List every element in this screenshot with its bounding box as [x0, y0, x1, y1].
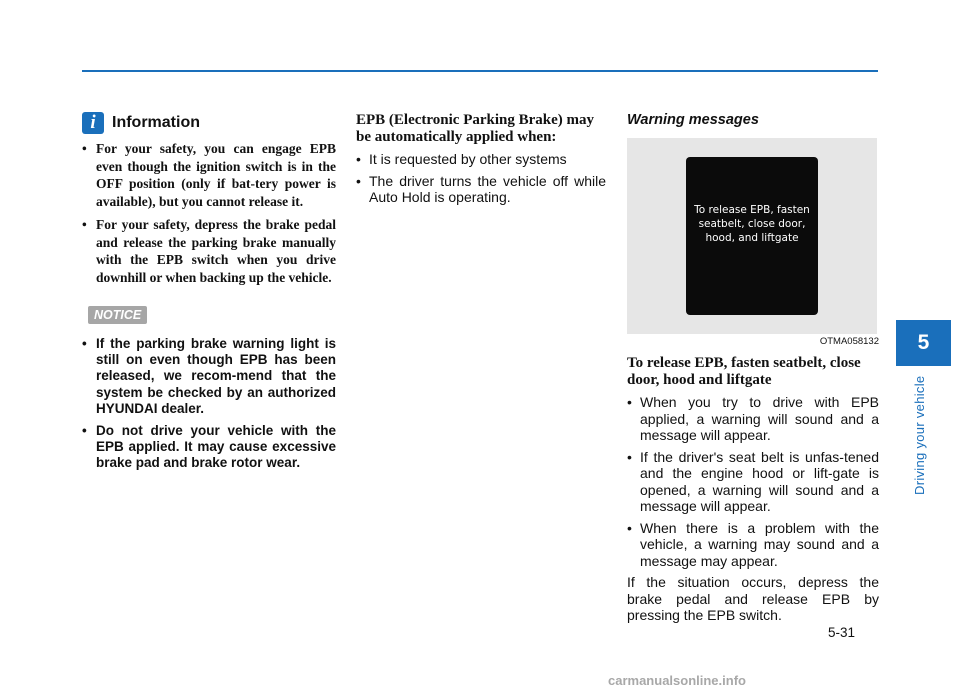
top-rule [82, 70, 878, 72]
warning-item: • When you try to drive with EPB applied, a warning will sound and a message will appear. [627, 394, 879, 444]
warning-item: • If the driver's seat belt is unfas-tened and the engine hood or lift-gate is opened, a warning will sound and a message will appear. [627, 449, 879, 515]
page-number: 5-31 [828, 625, 856, 640]
information-column [82, 112, 336, 478]
notice-item: • Do not drive your vehicle with the EPB applied. It may cause excessive brake pad and brake rotor wear. [82, 423, 336, 472]
info-icon: i [82, 112, 104, 134]
chapter-label: Driving your vehicle [912, 375, 927, 495]
information-item: • For your safety, you can engage EPB even though the ignition switch is in the OFF position (only if bat-tery power is available), but you cannot release it. [82, 140, 336, 210]
warning-column [627, 112, 879, 624]
watermark: carmanualsonline.info [608, 673, 746, 688]
auto-apply-item: • It is requested by other systems [356, 151, 606, 168]
auto-apply-heading: EPB (Electronic Parking Brake) may be automatically applied when: [356, 112, 595, 145]
information-title: Information [112, 114, 200, 131]
cluster-message: To release EPB, fasten seatbelt, close door, hood, and liftgate [694, 204, 810, 244]
warning-list [627, 394, 879, 569]
chapter-tab: 5 [896, 320, 951, 366]
warning-messages-title: Warning messages [627, 112, 759, 128]
warning-item: • When there is a problem with the vehicle, a warning may sound and a message may appear. [627, 520, 879, 570]
auto-apply-column [356, 112, 606, 211]
information-item: • For your safety, depress the brake pedal and release the parking brake manually with the EPB switch when you drive downhill or when backing up the vehicle. [82, 216, 336, 286]
notice-list [82, 336, 336, 472]
notice-badge: NOTICE [88, 306, 147, 324]
closing-paragraph: If the situation occurs, depress the brake pedal and release EPB by pressing the EPB switch. [627, 574, 879, 623]
notice-item: • If the parking brake warning light is still on even though EPB has been released, we recom-mend that the system be checked by an authorized HYUNDAI dealer. [82, 336, 336, 417]
cluster-screen [686, 157, 818, 315]
release-epb-heading: To release EPB, fasten seatbelt, close door, hood and liftgate [627, 355, 861, 388]
auto-apply-list [356, 151, 606, 206]
cluster-display-image [627, 138, 877, 334]
auto-apply-item: • The driver turns the vehicle off while Auto Hold is operating. [356, 173, 606, 206]
image-code: OTMA058132 [819, 336, 879, 347]
information-list [82, 140, 336, 286]
information-header [82, 112, 336, 134]
